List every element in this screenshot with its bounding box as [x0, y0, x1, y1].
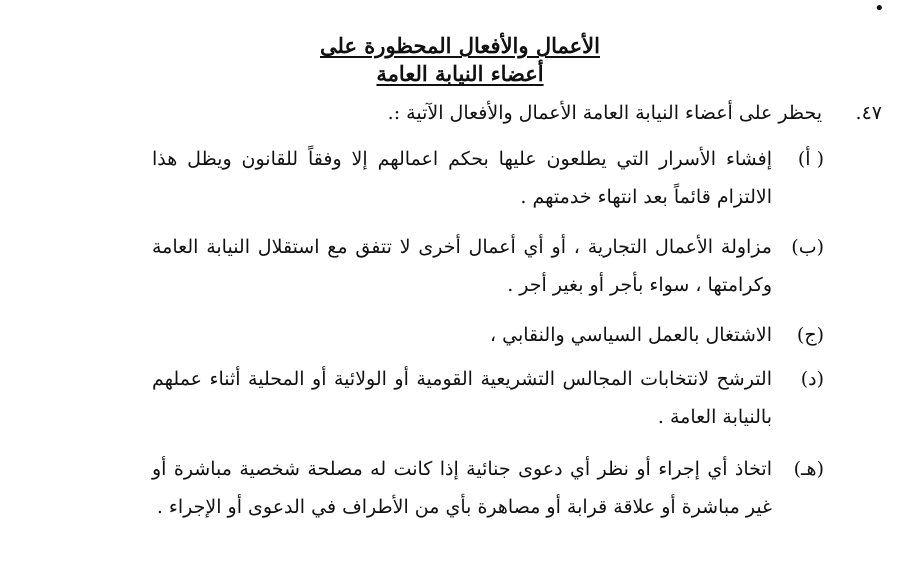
list-item-text: إفشاء الأسرار التي يطلعون عليها بحكم اعمالهم إلا وفقاً للقانون ويظل هذا الالتزام قائماً بعد انتهاء خدمتهم .	[152, 148, 772, 208]
list-item-marker: ( أ)	[797, 148, 824, 170]
list-item-marker: (ج)	[796, 324, 824, 346]
title-line-1: الأعمال والأفعال المحظورة على	[320, 33, 600, 58]
list-item-a	[152, 140, 824, 216]
list-item-e	[152, 450, 824, 526]
list-item-text: مزاولة الأعمال التجارية ، أو أي أعمال أخرى لا تتفق مع استقلال النيابة العامة وكرامتها ، سواء بأجر أو بغير أجر .	[152, 236, 772, 296]
section-number: ٤٧.	[855, 102, 882, 124]
section-intro	[387, 100, 882, 126]
list-item-text: الترشح لانتخابات المجالس التشريعية القومية أو الولائية أو المحلية أثناء عملهم بالنيابة العامة .	[152, 368, 772, 428]
title-line-2: أعضاء النيابة العامة	[376, 61, 544, 86]
list-item-marker: (هـ)	[793, 458, 824, 480]
list-item-text: اتخاذ أي إجراء أو نظر أي دعوى جنائية إذا كانت له مصلحة شخصية مباشرة أو غير مباشرة أو علاقة قرابة أو مصاهرة بأي من الأطراف في الدعوى أو الإجراء .	[152, 458, 772, 518]
list-item-text: الاشتغال بالعمل السياسي والنقابي ،	[489, 324, 772, 346]
list-item-d	[152, 360, 824, 436]
document-title	[250, 32, 670, 88]
corner-mark: •	[874, 0, 885, 19]
list-item-marker: (د)	[800, 368, 824, 390]
list-item-marker: (ب)	[791, 236, 824, 258]
list-item-c	[152, 316, 824, 354]
section-intro-text: يحظر على أعضاء النيابة العامة الأعمال والأفعال الآتية :.	[387, 102, 822, 124]
list-item-b	[152, 228, 824, 304]
